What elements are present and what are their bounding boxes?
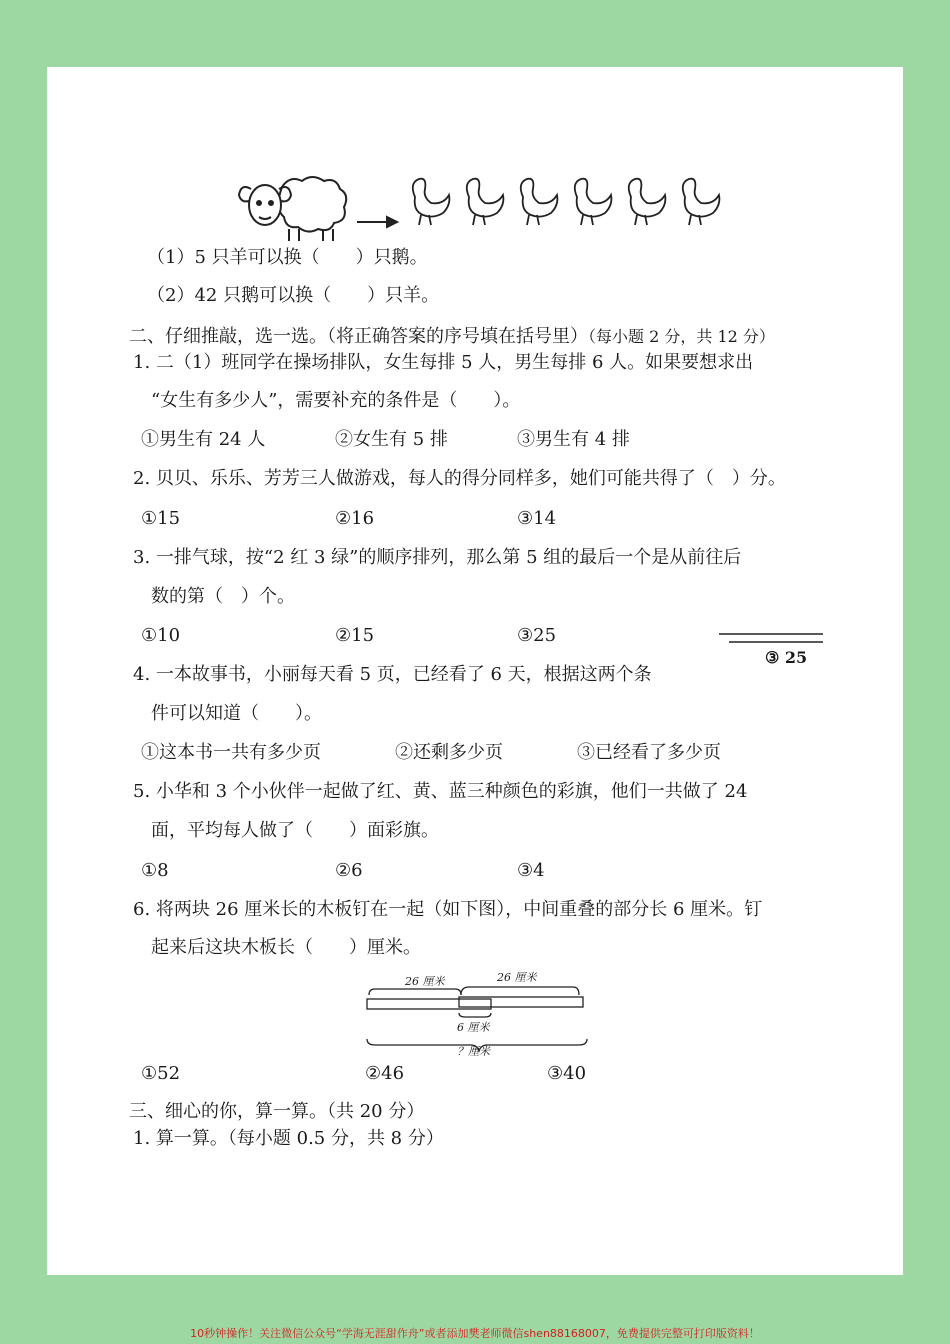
q1-option-2: ②女生有 5 排 [335, 429, 448, 450]
stray-rule-lines [717, 632, 827, 646]
board-diagram [365, 971, 587, 1065]
q6-option-1: ①52 [141, 1063, 181, 1084]
q1-option-1: ①男生有 24 人 [141, 429, 266, 450]
q2-line1: 2. 贝贝、乐乐、芳芳三人做游戏，每人的得分同样多，她们可能共得了（ ）分。 [133, 468, 786, 489]
goose-icon [575, 179, 612, 225]
q2-option-3: ③14 [517, 508, 557, 529]
q1-line1: 1. 二（1）班同学在操场排队，女生每排 5 人，男生每排 6 人。如果要想求出 [133, 352, 754, 373]
q2-option-1: ①15 [141, 508, 181, 529]
section3-heading: 三、细心的你，算一算。（共 20 分） [129, 1101, 425, 1122]
left-board-label: 26 厘米 [405, 975, 445, 988]
goose-icon [521, 179, 558, 225]
goose-icon [467, 179, 504, 225]
q1-line2: “女生有多少人”，需要补充的条件是（ ）。 [151, 390, 521, 411]
q1-option-3: ③男生有 4 排 [517, 429, 630, 450]
exam-sheet [47, 67, 903, 1275]
right-board-label: 26 厘米 [497, 971, 537, 984]
q3-option-3: ③25 [517, 625, 557, 646]
q4-option-3: ③已经看了多少页 [577, 742, 721, 763]
q4-option-2: ②还剩多少页 [395, 742, 503, 763]
part1-q1: （1）5 只羊可以换（ ）只鹅。 [147, 247, 428, 268]
q5-line1: 5. 小华和 3 个小伙伴一起做了红、黄、蓝三种颜色的彩旗，他们一共做了 24 [133, 781, 748, 802]
q3-option-2: ②15 [335, 625, 375, 646]
section2-score: （每小题 2 分，共 12 分） [588, 327, 775, 346]
total-length-label: ？厘米 [457, 1045, 490, 1058]
q2-option-2: ②16 [335, 508, 375, 529]
q3-line1: 3. 一排气球，按“2 红 3 绿”的顺序排列，那么第 5 组的最后一个是从前往后 [133, 547, 742, 568]
part1-q2: （2）42 只鹅可以换（ ）只羊。 [147, 285, 440, 306]
q6-option-2: ②46 [365, 1063, 405, 1084]
q5-line2: 面，平均每人做了（ ）面彩旗。 [151, 820, 439, 841]
section3-q1: 1. 算一算。（每小题 0.5 分，共 8 分） [133, 1128, 444, 1149]
goose-icon [683, 179, 720, 225]
overlap-label: 6 厘米 [457, 1021, 490, 1034]
sheep-goose-illustration [227, 167, 747, 247]
q4-option-1: ①这本书一共有多少页 [141, 742, 321, 763]
section2-title: 二、仔细推敲，选一选。（将正确答案的序号填在括号里） [129, 326, 588, 347]
q6-option-3: ③40 [547, 1063, 587, 1084]
q4-line1: 4. 一本故事书，小丽每天看 5 页，已经看了 6 天，根据这两个条 [133, 664, 652, 685]
goose-icon [629, 179, 666, 225]
footer-notice: 10秒钟操作！关注微信公众号“学海无涯甜作舟”或者添加樊老师微信shen88168007，免费提供完整可打印版资料！ [190, 1327, 760, 1340]
q5-option-1: ①8 [141, 860, 169, 881]
stray-answer-fragment: ③ 25 [765, 648, 808, 667]
sheep-icon [239, 177, 346, 241]
q5-option-3: ③4 [517, 860, 545, 881]
q3-line2: 数的第（ ）个。 [151, 586, 295, 607]
section2-heading [129, 326, 775, 348]
q3-option-1: ①10 [141, 625, 181, 646]
q6-line2: 起来后这块木板长（ ）厘米。 [151, 937, 421, 958]
arrow-right-icon [357, 217, 397, 227]
q5-option-2: ②6 [335, 860, 363, 881]
goose-icon [413, 179, 450, 225]
q4-line2: 件可以知道（ ）。 [151, 703, 322, 724]
goose-group [413, 179, 720, 225]
q6-line1: 6. 将两块 26 厘米长的木板钉在一起（如下图），中间重叠的部分长 6 厘米。钉 [133, 899, 763, 920]
